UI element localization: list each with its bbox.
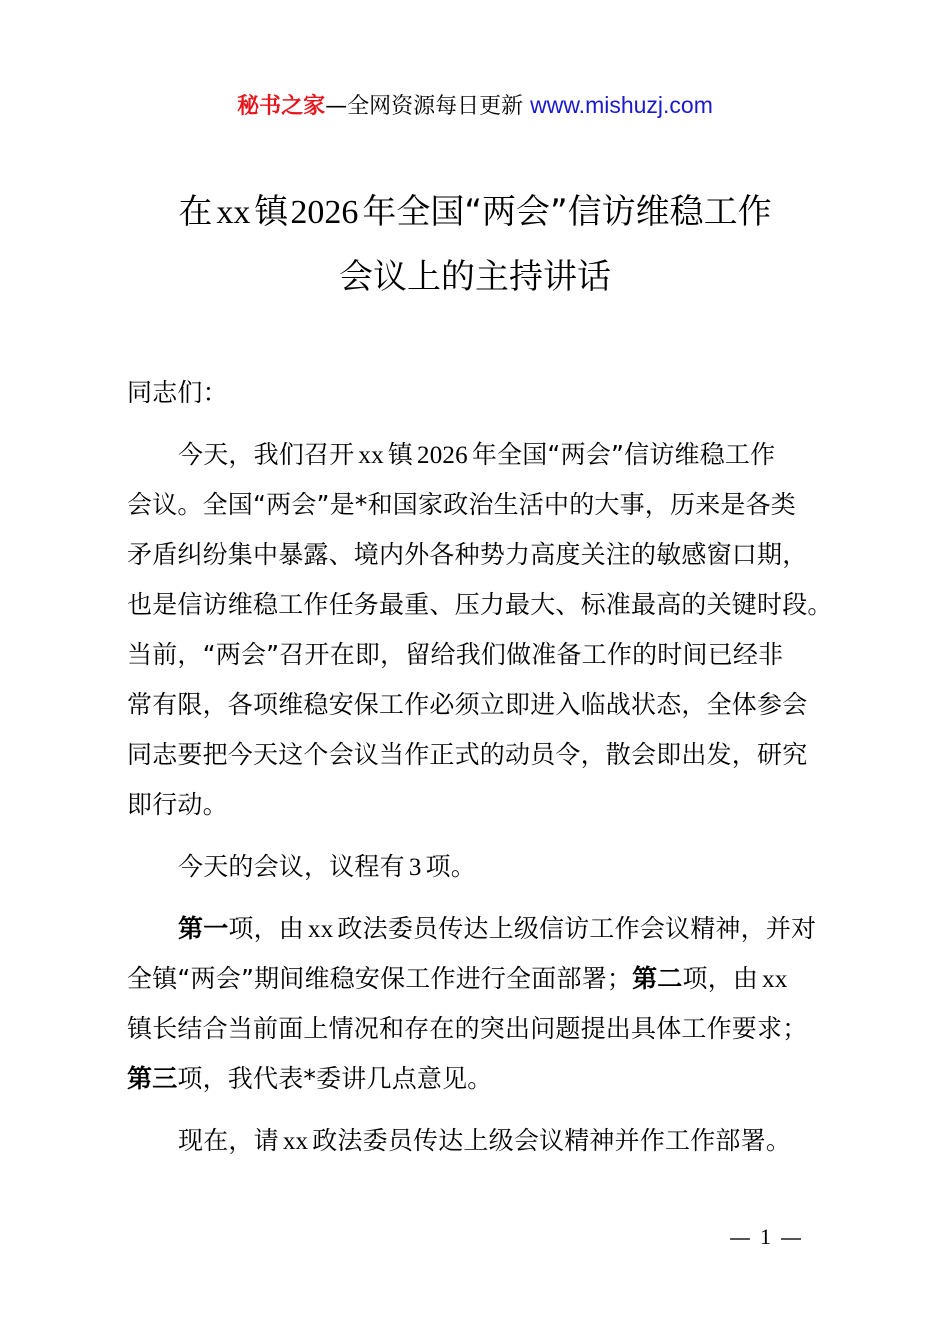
paragraph-line: 矛盾纠纷集中暴露、境内外各种势力高度关注的敏感窗口期， [127, 540, 808, 569]
title-text: 镇 [254, 192, 289, 232]
text-run: xx [358, 442, 384, 469]
text-run: xx [762, 966, 788, 993]
text-run: 现在，请 [178, 1126, 279, 1155]
text-run: 政法委员传达上级会议精神并作工作部署。 [312, 1126, 792, 1155]
text-run: 今天，我们召开 [178, 440, 355, 469]
dash-right [781, 1238, 801, 1240]
text-run: xx [282, 1128, 309, 1155]
paragraph-line [127, 1058, 837, 1108]
agenda-item-2-label: 第二 [632, 964, 683, 993]
page-number-value: 1 [760, 1224, 771, 1249]
paragraph-agenda-items [127, 908, 837, 1108]
text-run: 政法委员传达上级信访工作会议精神，并对 [337, 914, 817, 943]
paragraph-line: 同志要把今天这个会议当作正式的动员令，散会即出发，研究 [127, 740, 808, 769]
dash-left [730, 1238, 750, 1240]
paragraph-line: 当前，“两会”召开在即，留给我们做准备工作的时间已经非 [127, 640, 784, 669]
paragraph-line: 即行动。 [127, 790, 228, 819]
paragraph-line [127, 434, 837, 484]
title-text: 年全国“两会”信访维稳工作 [362, 192, 772, 232]
paragraph-closing [127, 1120, 837, 1170]
title-text: xx [216, 194, 251, 231]
title-text: 2026 [290, 194, 359, 231]
paragraph-line [127, 958, 837, 1008]
text-run: 项，由 [682, 964, 759, 993]
title-line-2: 会议上的主持讲话 [339, 257, 611, 297]
paragraph-line: 镇长结合当前面上情况和存在的突出问题提出具体工作要求； [127, 1014, 808, 1043]
text-run: 今天的会议，议程有 [178, 852, 405, 881]
text-run: 镇 [387, 440, 414, 469]
page-number [720, 1224, 811, 1250]
agenda-item-3-label: 第三 [127, 1064, 178, 1093]
text-run: 2026 [417, 442, 468, 469]
paragraph-line: 也是信访维稳工作任务最重、压力最大、标准最高的关键时段。 [127, 590, 833, 619]
paragraph-line: 常有限，各项维稳安保工作必须立即进入临战状态，全体参会 [127, 690, 808, 719]
brand-name: 秘书之家 [237, 94, 326, 119]
agenda-item-1-label: 第一 [178, 914, 229, 943]
text-run: xx [308, 916, 334, 943]
text-run: 年全国“两会”信访维稳工作 [471, 440, 776, 469]
paragraph-agenda-count [127, 846, 837, 896]
document-title [0, 180, 950, 309]
banner-tagline: —全网资源每日更新 [325, 94, 524, 119]
text-run: 全镇“两会”期间维稳安保工作进行全面部署； [127, 964, 633, 993]
text-run: 项，我代表*委讲几点意见。 [177, 1064, 493, 1093]
paragraph-intro [127, 434, 837, 834]
title-text: 在 [178, 192, 213, 232]
agenda-count: 3 [408, 854, 422, 881]
title-line-1 [0, 180, 950, 245]
paragraph-line [127, 908, 837, 958]
salutation: 同志们： [127, 378, 228, 407]
site-url-link[interactable]: www.mishuzj.com [530, 92, 713, 118]
document-body [127, 372, 837, 1170]
paragraph-line: 会议。全国“两会”是*和国家政治生活中的大事，历来是各类 [127, 490, 797, 519]
site-banner [0, 88, 950, 124]
text-run: 项，由 [228, 914, 305, 943]
text-run: 项。 [425, 852, 476, 881]
